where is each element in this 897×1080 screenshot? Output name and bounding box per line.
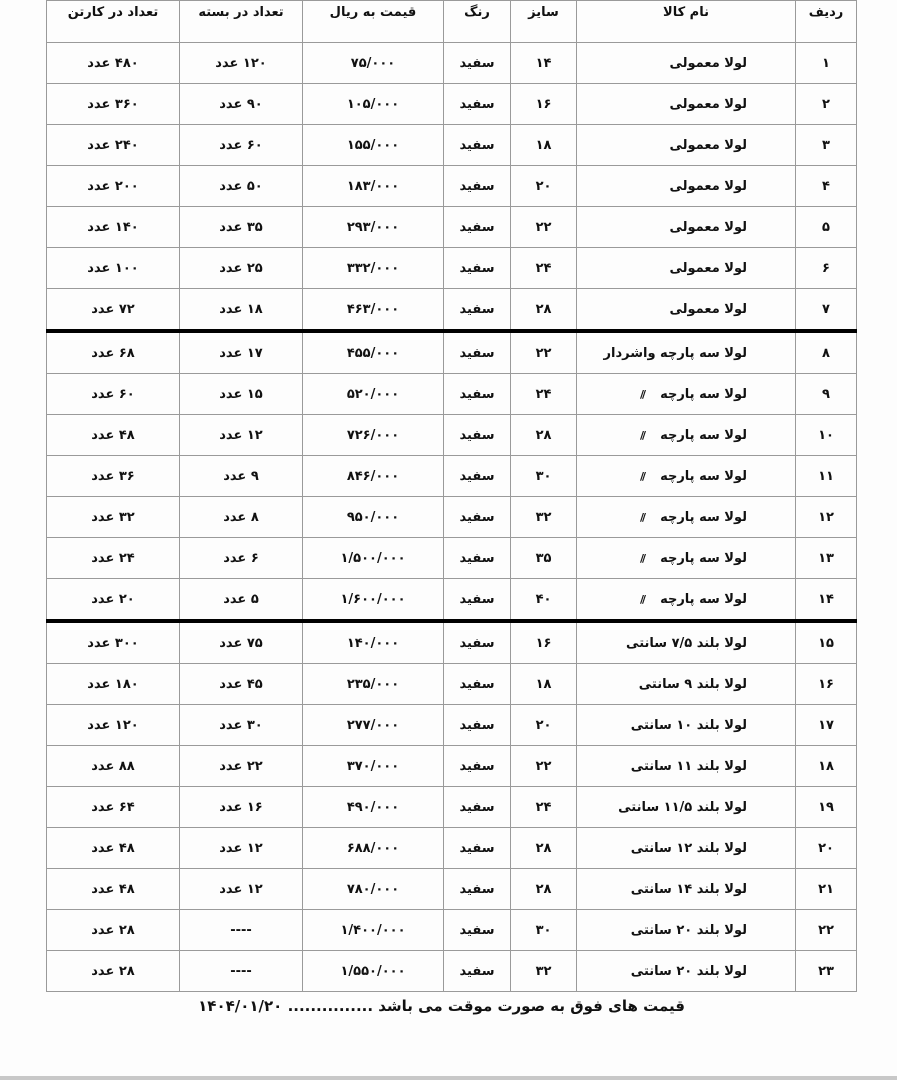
header-price: قیمت به ریال <box>303 1 444 43</box>
price-cell: ۹۵۰/۰۰۰ <box>303 497 444 538</box>
per-pack-cell: ۱۲۰ عدد <box>180 43 303 84</box>
price-cell: ۷۵/۰۰۰ <box>303 43 444 84</box>
per-pack-cell: ۱۲ عدد <box>180 869 303 910</box>
product-name-cell <box>577 787 796 828</box>
product-name-text: لولا سه پارچه <box>660 386 747 402</box>
row-number-cell: ۱۵ <box>796 621 857 664</box>
product-name-cell <box>577 415 796 456</box>
product-name-cell <box>577 538 796 579</box>
price-cell: ۵۲۰/۰۰۰ <box>303 374 444 415</box>
color-cell: سفید <box>444 456 511 497</box>
price-cell: ۴۵۵/۰۰۰ <box>303 331 444 374</box>
per-pack-cell: ---- <box>180 910 303 951</box>
price-cell: ۱۵۵/۰۰۰ <box>303 125 444 166</box>
product-name-cell <box>577 374 796 415</box>
product-name-text: لولا معمولی <box>669 178 747 194</box>
per-pack-cell: ۱۷ عدد <box>180 331 303 374</box>
per-carton-cell: ۷۲ عدد <box>47 289 180 332</box>
product-name-text: لولا بلند ۱۰ سانتی <box>630 717 747 733</box>
row-number-cell: ۲۱ <box>796 869 857 910</box>
table-row <box>47 869 857 910</box>
per-pack-cell: ۳۰ عدد <box>180 705 303 746</box>
row-number-cell: ۲۳ <box>796 951 857 992</box>
per-pack-cell: ۵۰ عدد <box>180 166 303 207</box>
size-cell: ۳۲ <box>511 951 577 992</box>
per-pack-cell: ۱۶ عدد <box>180 787 303 828</box>
size-cell: ۲۲ <box>511 207 577 248</box>
ditto-mark: // <box>640 551 645 565</box>
size-cell: ۱۶ <box>511 84 577 125</box>
color-cell: سفید <box>444 248 511 289</box>
per-pack-cell: ۷۵ عدد <box>180 621 303 664</box>
price-cell: ۲۷۷/۰۰۰ <box>303 705 444 746</box>
product-name-cell <box>577 746 796 787</box>
price-cell: ۷۲۶/۰۰۰ <box>303 415 444 456</box>
price-table <box>46 0 857 992</box>
per-carton-cell: ۱۸۰ عدد <box>47 664 180 705</box>
per-pack-cell: ۲۵ عدد <box>180 248 303 289</box>
price-cell: ۱۴۰/۰۰۰ <box>303 621 444 664</box>
color-cell: سفید <box>444 787 511 828</box>
per-carton-cell: ۲۰۰ عدد <box>47 166 180 207</box>
per-carton-cell: ۳۶ عدد <box>47 456 180 497</box>
size-cell: ۲۸ <box>511 289 577 332</box>
price-cell: ۴۶۳/۰۰۰ <box>303 289 444 332</box>
per-carton-cell: ۳۰۰ عدد <box>47 621 180 664</box>
product-name-text: لولا بلند ۹ سانتی <box>638 676 747 692</box>
color-cell: سفید <box>444 374 511 415</box>
ditto-mark: // <box>640 510 645 524</box>
row-number-cell: ۸ <box>796 331 857 374</box>
row-number-cell: ۱۱ <box>796 456 857 497</box>
row-number-cell: ۲ <box>796 84 857 125</box>
per-carton-cell: ۲۴ عدد <box>47 538 180 579</box>
per-pack-cell: ۹ عدد <box>180 456 303 497</box>
price-cell: ۱۸۳/۰۰۰ <box>303 166 444 207</box>
row-number-cell: ۱۸ <box>796 746 857 787</box>
product-name-cell <box>577 248 796 289</box>
price-cell: ۴۹۰/۰۰۰ <box>303 787 444 828</box>
per-pack-cell: ۱۲ عدد <box>180 415 303 456</box>
price-cell: ۱/۵۵۰/۰۰۰ <box>303 951 444 992</box>
size-cell: ۲۴ <box>511 248 577 289</box>
product-name-text: لولا معمولی <box>669 301 747 317</box>
header-color: رنگ <box>444 1 511 43</box>
per-pack-cell: ۶۰ عدد <box>180 125 303 166</box>
per-carton-cell: ۴۸۰ عدد <box>47 43 180 84</box>
per-pack-cell: ---- <box>180 951 303 992</box>
color-cell: سفید <box>444 828 511 869</box>
price-cell: ۱/۴۰۰/۰۰۰ <box>303 910 444 951</box>
size-cell: ۱۸ <box>511 664 577 705</box>
color-cell: سفید <box>444 621 511 664</box>
per-carton-cell: ۳۶۰ عدد <box>47 84 180 125</box>
product-name-text: لولا بلند ۷/۵ سانتی <box>626 635 747 651</box>
table-row <box>47 415 857 456</box>
size-cell: ۲۰ <box>511 705 577 746</box>
row-number-cell: ۹ <box>796 374 857 415</box>
row-number-cell: ۱۰ <box>796 415 857 456</box>
per-carton-cell: ۱۴۰ عدد <box>47 207 180 248</box>
size-cell: ۲۴ <box>511 787 577 828</box>
color-cell: سفید <box>444 869 511 910</box>
size-cell: ۳۲ <box>511 497 577 538</box>
per-pack-cell: ۴۵ عدد <box>180 664 303 705</box>
product-name-text: لولا سه پارچه <box>660 468 747 484</box>
product-name-text: لولا معمولی <box>669 219 747 235</box>
product-name-cell <box>577 705 796 746</box>
table-row <box>47 705 857 746</box>
table-row <box>47 538 857 579</box>
product-name-cell <box>577 579 796 622</box>
color-cell: سفید <box>444 910 511 951</box>
price-cell: ۲۳۵/۰۰۰ <box>303 664 444 705</box>
product-name-text: لولا معمولی <box>669 96 747 112</box>
per-carton-cell: ۳۲ عدد <box>47 497 180 538</box>
header-per-carton: تعداد در کارتن <box>47 1 180 43</box>
size-cell: ۱۴ <box>511 43 577 84</box>
color-cell: سفید <box>444 664 511 705</box>
color-cell: سفید <box>444 166 511 207</box>
product-name-cell <box>577 497 796 538</box>
per-pack-cell: ۹۰ عدد <box>180 84 303 125</box>
table-row <box>47 910 857 951</box>
table-row <box>47 664 857 705</box>
header-product-name: نام کالا <box>577 1 796 43</box>
table-row <box>47 166 857 207</box>
product-name-text: لولا بلند ۱۲ سانتی <box>630 840 747 856</box>
product-name-cell <box>577 289 796 332</box>
price-cell: ۱۰۵/۰۰۰ <box>303 84 444 125</box>
table-row <box>47 374 857 415</box>
per-pack-cell: ۳۵ عدد <box>180 207 303 248</box>
color-cell: سفید <box>444 538 511 579</box>
table-row <box>47 289 857 332</box>
ditto-mark: // <box>640 428 645 442</box>
per-carton-cell: ۶۰ عدد <box>47 374 180 415</box>
product-name-text: لولا سه پارچه <box>660 591 747 607</box>
size-cell: ۳۰ <box>511 456 577 497</box>
product-name-text: لولا معمولی <box>669 137 747 153</box>
row-number-cell: ۲۰ <box>796 828 857 869</box>
per-pack-cell: ۱۲ عدد <box>180 828 303 869</box>
header-size: سایز <box>511 1 577 43</box>
size-cell: ۱۶ <box>511 621 577 664</box>
per-carton-cell: ۲۸ عدد <box>47 951 180 992</box>
row-number-cell: ۱۴ <box>796 579 857 622</box>
row-number-cell: ۶ <box>796 248 857 289</box>
product-name-text: لولا بلند ۱۱ سانتی <box>630 758 747 774</box>
size-cell: ۲۸ <box>511 869 577 910</box>
color-cell: سفید <box>444 497 511 538</box>
product-name-text: لولا معمولی <box>669 55 747 71</box>
per-pack-cell: ۱۸ عدد <box>180 289 303 332</box>
product-name-text: لولا بلند ۲۰ سانتی <box>630 963 747 979</box>
size-cell: ۳۵ <box>511 538 577 579</box>
product-name-cell <box>577 951 796 992</box>
row-number-cell: ۱۶ <box>796 664 857 705</box>
table-row <box>47 828 857 869</box>
color-cell: سفید <box>444 289 511 332</box>
product-name-text: لولا بلند ۱۱/۵ سانتی <box>618 799 747 815</box>
color-cell: سفید <box>444 951 511 992</box>
color-cell: سفید <box>444 125 511 166</box>
header-per-pack: تعداد در بسته <box>180 1 303 43</box>
row-number-cell: ۱ <box>796 43 857 84</box>
price-cell: ۳۳۲/۰۰۰ <box>303 248 444 289</box>
row-number-cell: ۴ <box>796 166 857 207</box>
product-name-cell <box>577 207 796 248</box>
table-row <box>47 621 857 664</box>
product-name-cell <box>577 166 796 207</box>
bottom-divider <box>0 1076 897 1080</box>
row-number-cell: ۱۳ <box>796 538 857 579</box>
price-cell: ۸۴۶/۰۰۰ <box>303 456 444 497</box>
product-name-cell <box>577 125 796 166</box>
size-cell: ۳۰ <box>511 910 577 951</box>
table-row <box>47 331 857 374</box>
header-row <box>47 1 857 43</box>
row-number-cell: ۵ <box>796 207 857 248</box>
product-name-cell <box>577 456 796 497</box>
table-row <box>47 497 857 538</box>
per-pack-cell: ۵ عدد <box>180 579 303 622</box>
table-body <box>47 43 857 992</box>
row-number-cell: ۷ <box>796 289 857 332</box>
table-row <box>47 951 857 992</box>
product-name-text: لولا معمولی <box>669 260 747 276</box>
table-row <box>47 125 857 166</box>
per-carton-cell: ۴۸ عدد <box>47 415 180 456</box>
header-row-number: ردیف <box>796 1 857 43</box>
color-cell: سفید <box>444 331 511 374</box>
product-name-text: لولا بلند ۲۰ سانتی <box>630 922 747 938</box>
size-cell: ۲۰ <box>511 166 577 207</box>
table-row <box>47 43 857 84</box>
product-name-cell <box>577 869 796 910</box>
row-number-cell: ۱۲ <box>796 497 857 538</box>
product-name-cell <box>577 828 796 869</box>
per-carton-cell: ۴۸ عدد <box>47 828 180 869</box>
price-cell: ۷۸۰/۰۰۰ <box>303 869 444 910</box>
color-cell: سفید <box>444 746 511 787</box>
product-name-cell <box>577 43 796 84</box>
per-pack-cell: ۲۲ عدد <box>180 746 303 787</box>
ditto-mark: // <box>640 387 645 401</box>
per-carton-cell: ۴۸ عدد <box>47 869 180 910</box>
row-number-cell: ۳ <box>796 125 857 166</box>
product-name-cell <box>577 664 796 705</box>
size-cell: ۲۲ <box>511 746 577 787</box>
price-cell: ۱/۵۰۰/۰۰۰ <box>303 538 444 579</box>
price-cell: ۱/۶۰۰/۰۰۰ <box>303 579 444 622</box>
size-cell: ۲۸ <box>511 828 577 869</box>
table-row <box>47 207 857 248</box>
footer-note: قیمت های فوق به صورت موقت می باشد ............... ۱۴۰۴/۰۱/۲۰ <box>198 997 685 1015</box>
ditto-mark: // <box>640 592 645 606</box>
row-number-cell: ۲۲ <box>796 910 857 951</box>
product-name-text: لولا سه پارچه واشردار <box>603 345 747 361</box>
size-cell: ۲۸ <box>511 415 577 456</box>
table-row <box>47 579 857 622</box>
color-cell: سفید <box>444 84 511 125</box>
per-carton-cell: ۲۰ عدد <box>47 579 180 622</box>
table-row <box>47 746 857 787</box>
table-row <box>47 84 857 125</box>
product-name-cell <box>577 84 796 125</box>
per-pack-cell: ۸ عدد <box>180 497 303 538</box>
table-row <box>47 787 857 828</box>
size-cell: ۲۴ <box>511 374 577 415</box>
per-carton-cell: ۶۴ عدد <box>47 787 180 828</box>
product-name-text: لولا بلند ۱۴ سانتی <box>630 881 747 897</box>
color-cell: سفید <box>444 705 511 746</box>
table-row <box>47 248 857 289</box>
ditto-mark: // <box>640 469 645 483</box>
product-name-text: لولا سه پارچه <box>660 509 747 525</box>
price-cell: ۶۸۸/۰۰۰ <box>303 828 444 869</box>
color-cell: سفید <box>444 415 511 456</box>
product-name-cell <box>577 331 796 374</box>
per-carton-cell: ۸۸ عدد <box>47 746 180 787</box>
per-carton-cell: ۲۸ عدد <box>47 910 180 951</box>
per-carton-cell: ۲۴۰ عدد <box>47 125 180 166</box>
price-cell: ۲۹۳/۰۰۰ <box>303 207 444 248</box>
per-pack-cell: ۶ عدد <box>180 538 303 579</box>
color-cell: سفید <box>444 579 511 622</box>
color-cell: سفید <box>444 43 511 84</box>
product-name-text: لولا سه پارچه <box>660 550 747 566</box>
per-carton-cell: ۶۸ عدد <box>47 331 180 374</box>
per-pack-cell: ۱۵ عدد <box>180 374 303 415</box>
size-cell: ۴۰ <box>511 579 577 622</box>
color-cell: سفید <box>444 207 511 248</box>
product-name-cell <box>577 910 796 951</box>
product-name-text: لولا سه پارچه <box>660 427 747 443</box>
table-row <box>47 456 857 497</box>
row-number-cell: ۱۹ <box>796 787 857 828</box>
size-cell: ۱۸ <box>511 125 577 166</box>
per-carton-cell: ۱۰۰ عدد <box>47 248 180 289</box>
row-number-cell: ۱۷ <box>796 705 857 746</box>
per-carton-cell: ۱۲۰ عدد <box>47 705 180 746</box>
size-cell: ۲۲ <box>511 331 577 374</box>
price-cell: ۳۷۰/۰۰۰ <box>303 746 444 787</box>
product-name-cell <box>577 621 796 664</box>
